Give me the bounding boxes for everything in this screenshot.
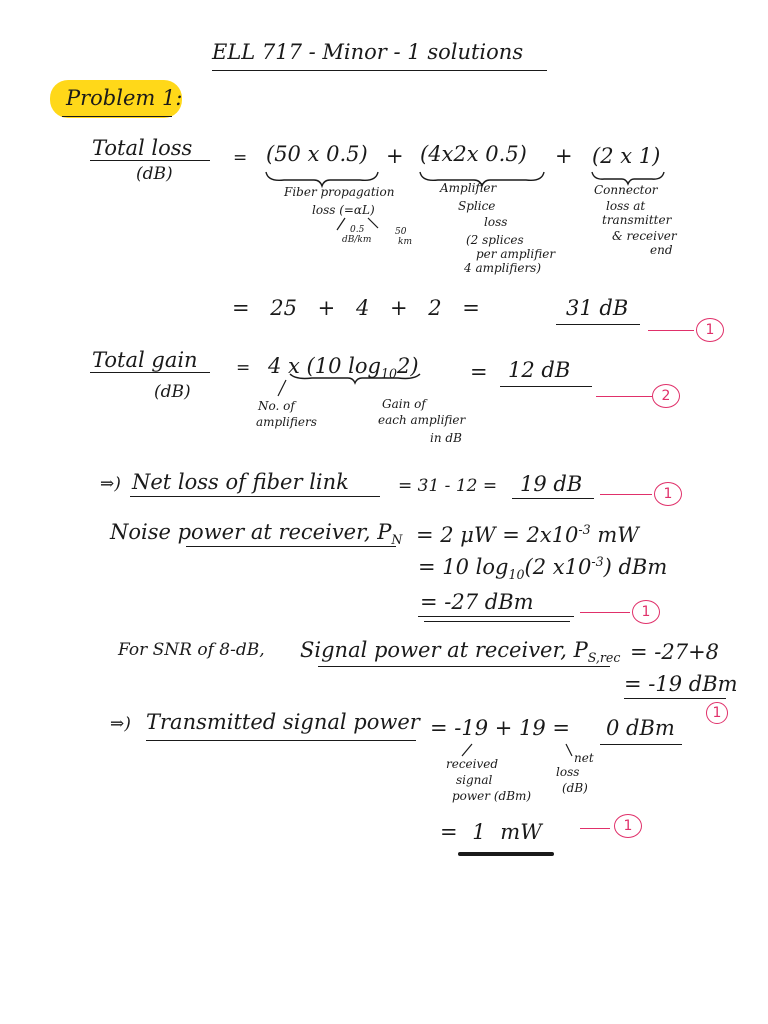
note-amp-line6: 4 amplifiers) (464, 261, 542, 275)
net-loss-label: Net loss of fiber link (132, 470, 349, 494)
mark-dash (648, 330, 694, 331)
signal-underline (318, 666, 610, 667)
noise-label-sub: N (391, 532, 403, 548)
mark-circle: 1 (654, 482, 682, 506)
note-conn-line3: transmitter (602, 213, 672, 227)
note-conn-line5: end (650, 243, 673, 257)
mark-dash (600, 494, 652, 495)
mark-circle: 1 (706, 702, 728, 724)
signal-label-sub: S,rec (587, 650, 621, 666)
total-loss-sum: = 25 + 4 + 2 = (232, 296, 480, 320)
total-gain-result: 12 dB (508, 358, 571, 382)
note-fiber-a: 0.5 (350, 225, 365, 235)
note-gain-line3: in dB (430, 431, 462, 445)
total-gain-underline (90, 372, 210, 373)
net-loss-result: 19 dB (520, 472, 583, 496)
signal-prefix: For SNR of 8-dB, (118, 640, 265, 660)
note-conn-line4: & receiver (612, 229, 677, 243)
mark-circle: 2 (652, 384, 680, 408)
signal-expr: = -27+8 (630, 640, 720, 664)
noise-line2-end: ) dBm (603, 555, 668, 579)
mark-circle: 1 (632, 600, 660, 624)
note-fiber-a2: dB/km (342, 235, 372, 245)
note-numamp-line2: amplifiers (256, 415, 317, 429)
note-netloss-line1: net (574, 751, 594, 765)
noise-line1-main: = 2 μW = 2x10 (416, 523, 579, 547)
mark-dash (580, 828, 610, 829)
transmitted-arrow: ⇒) (110, 714, 131, 734)
noise-result-underline (418, 616, 574, 617)
noise-line2-sub: 10 (508, 567, 525, 583)
total-loss-term3: (2 x 1) (592, 144, 661, 168)
note-amp-line4: (2 splices (466, 233, 524, 247)
noise-line1 (416, 524, 639, 546)
note-received-line2: signal (456, 773, 493, 787)
signal-result: = -19 dBm (624, 672, 738, 696)
total-loss-unit: (dB) (136, 164, 173, 184)
net-loss-underline (130, 496, 380, 497)
noise-line1-sup: -3 (578, 522, 591, 537)
note-fiber-line2: loss (=αL) (312, 203, 375, 217)
transmitted-underline (146, 740, 416, 741)
net-loss-expr: = 31 - 12 = (398, 476, 498, 496)
noise-label-text: Noise power at receiver, P (110, 520, 392, 544)
mark-dash (580, 612, 630, 613)
total-gain-expr-sub: 10 (380, 366, 397, 382)
transmitted-result-underline (600, 744, 682, 745)
note-gain-line2: each amplifier (378, 413, 466, 427)
note-netloss-line3: (dB) (562, 781, 588, 795)
transmitted-expr: = -19 + 19 = (430, 716, 571, 740)
total-loss-eq: = (233, 148, 248, 168)
note-conn-line1: Connector (594, 183, 658, 197)
signal-result-underline (624, 698, 726, 699)
note-conn-line2: loss at (606, 199, 646, 213)
note-gain-line1: Gain of (382, 397, 426, 411)
noise-result-underline-2 (424, 621, 570, 622)
noise-line3: = -27 dBm (420, 590, 534, 614)
net-loss-result-underline (512, 498, 594, 499)
total-loss-plus2: + (555, 144, 573, 168)
total-loss-label: Total loss (92, 136, 193, 160)
note-received-line1: received (446, 757, 499, 771)
noise-line2-sup: -3 (591, 554, 604, 569)
transmitted-label: Transmitted signal power (146, 710, 420, 734)
mark-circle: 1 (614, 814, 642, 838)
signal-label (300, 640, 620, 665)
total-loss-term2: (4x2x 0.5) (420, 142, 527, 166)
total-loss-plus1: + (386, 144, 404, 168)
note-received-line3: power (dBm) (452, 789, 532, 803)
problem-label: Problem 1: (66, 86, 183, 110)
total-gain-eq2: = (470, 360, 488, 384)
noise-line1-end: mW (590, 523, 639, 547)
note-numamp-line1: No. of (258, 399, 295, 413)
noise-label (110, 522, 402, 547)
total-loss-result-underline (556, 324, 640, 325)
total-gain-expr-main: 4 x (10 log (268, 354, 381, 378)
note-amp-line1: Amplifier (440, 181, 497, 195)
note-fiber-b: 50 (395, 227, 407, 237)
total-gain-expr (268, 356, 419, 381)
note-fiber-line1: Fiber propagation (284, 185, 395, 199)
note-amp-line5: per amplifier (476, 247, 556, 261)
total-gain-label: Total gain (92, 348, 198, 372)
page-title: ELL 717 - Minor - 1 solutions (212, 40, 524, 64)
total-gain-result-underline (500, 386, 592, 387)
total-gain-eq: = (236, 358, 251, 378)
note-fiber-b2: km (398, 237, 412, 247)
total-gain-expr-end: 2) (396, 354, 419, 378)
signal-label-text: Signal power at receiver, P (300, 638, 588, 662)
mark-dash (596, 396, 652, 397)
mark-circle: 1 (696, 318, 724, 342)
note-amp-line3: loss (484, 215, 508, 229)
transmitted-final-underline (458, 852, 554, 856)
transmitted-result: 0 dBm (606, 716, 675, 740)
transmitted-final: = 1 mW (440, 820, 542, 844)
total-loss-result: 31 dB (566, 296, 629, 320)
total-loss-term1: (50 x 0.5) (266, 142, 368, 166)
noise-line2-mid: (2 x10 (524, 555, 592, 579)
net-loss-arrow: ⇒) (100, 474, 121, 494)
note-amp-line2: Splice (458, 199, 496, 213)
noise-line2-main: = 10 log (418, 555, 509, 579)
total-gain-unit: (dB) (154, 382, 191, 402)
noise-line2 (418, 556, 667, 582)
note-netloss-line2: loss (556, 765, 580, 779)
noise-underline (186, 546, 396, 547)
